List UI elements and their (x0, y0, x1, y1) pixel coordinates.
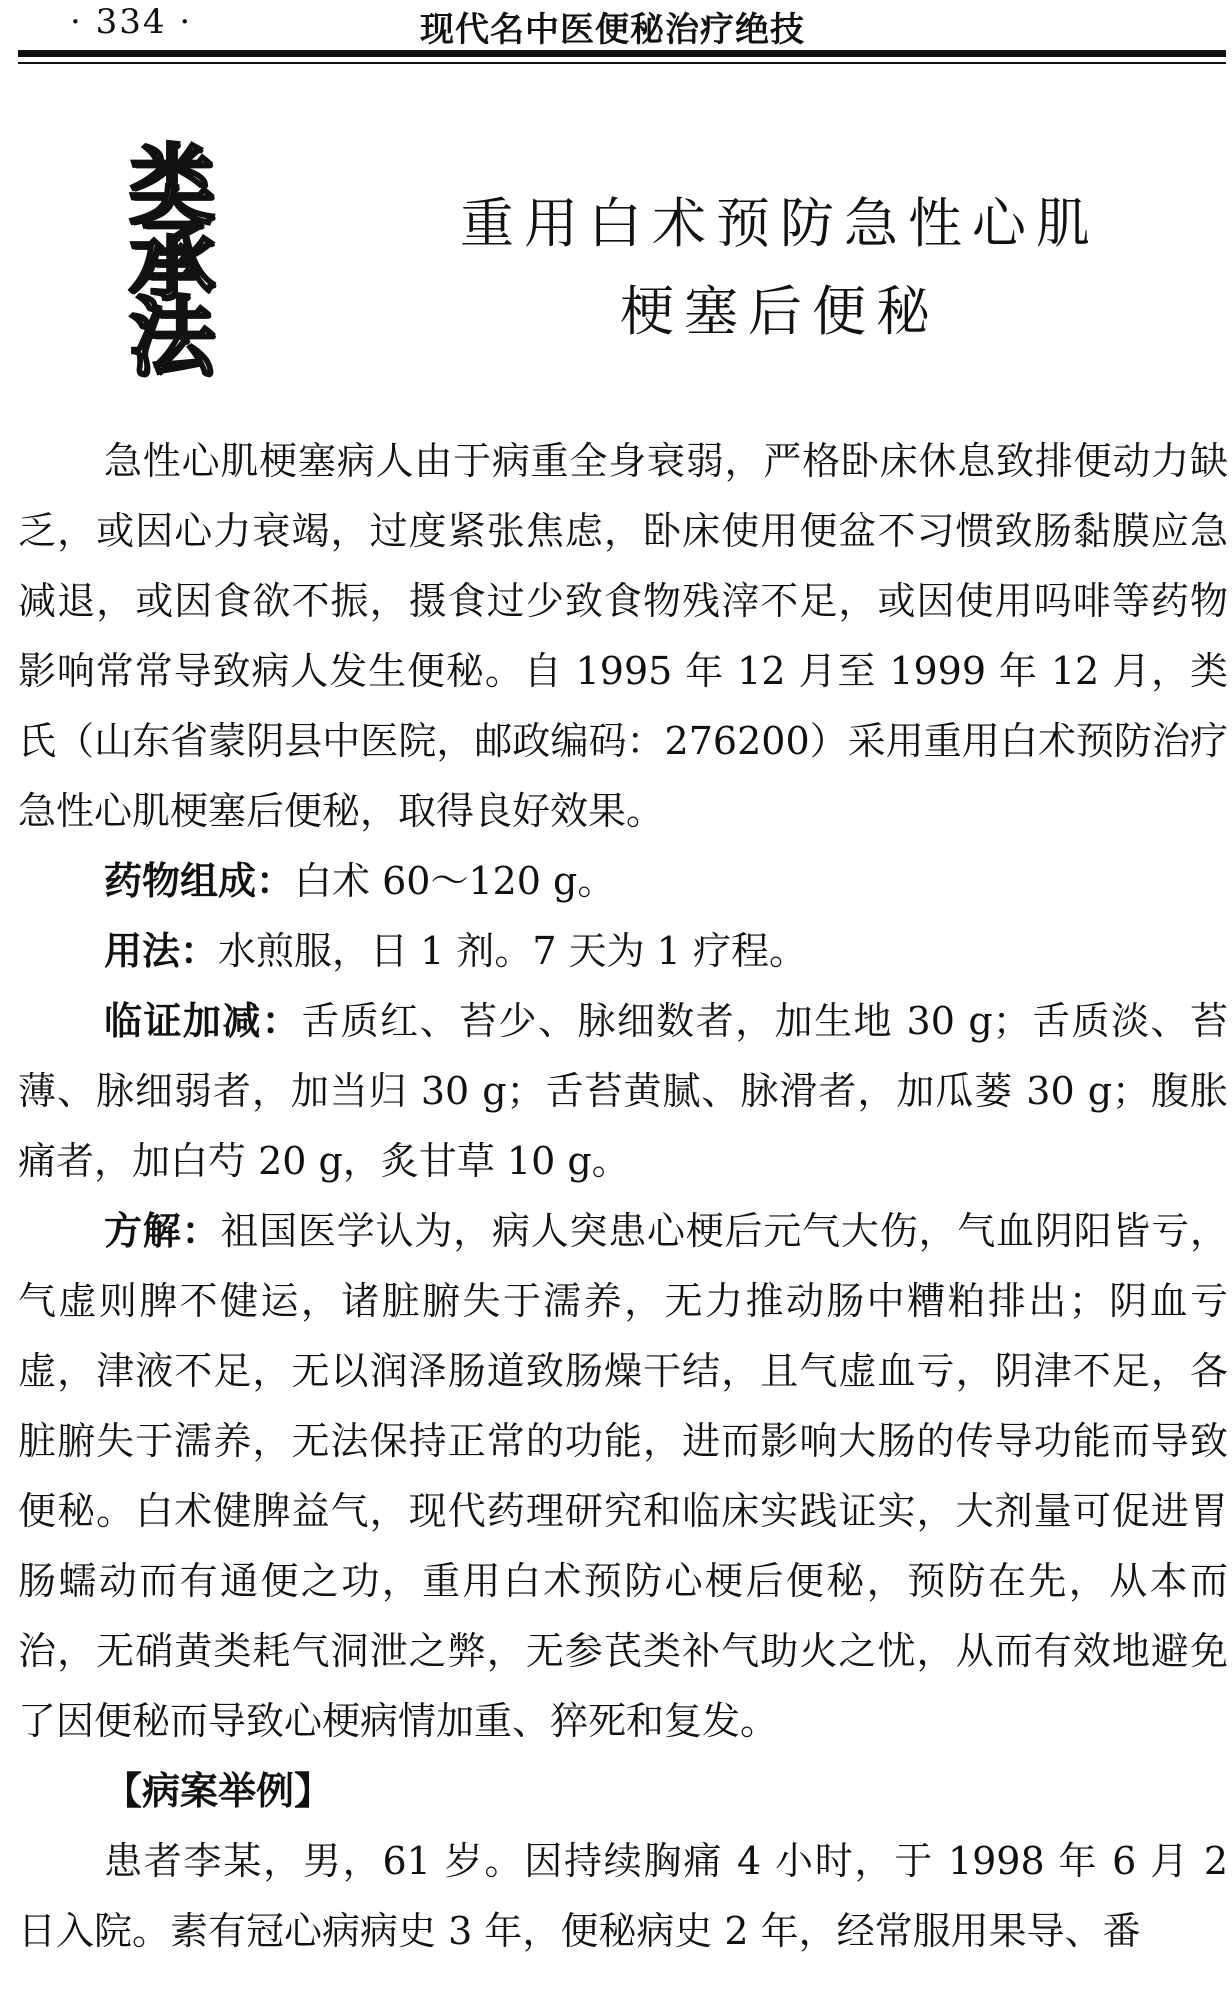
analysis-text: 祖国医学认为，病人突患心梗后元气大伤，气血阴阳皆亏，气虚则脾不健运，诸脏腑失于濡养，无力推动肠中糟粕排出；阴血亏虚，津液不足，无以润泽肠道致肠燥干结，且气虚血亏，阴津不足，各脏腑失于濡养，无法保持正常的功能，进而影响大肠的传导功能而导致便秘。白术健脾益气，现代药理研究和临床实践证实，大剂量可促进胃肠蠕动而有通便之功，重用白术预防心梗后便秘，预防在先，从本而治，无硝黄类耗气洞泄之弊，无参芪类补气助火之忧，从而有效地避免了因便秘而导致心梗病情加重、猝死和复发。 (18, 1209, 1228, 1743)
modification-label: 临证加减： (104, 999, 302, 1043)
composition-label: 药物组成： (104, 859, 295, 903)
page-number: · 334 · (70, 2, 193, 42)
modification-paragraph (18, 986, 1228, 1196)
usage-label: 用法： (104, 929, 219, 973)
case-heading: 【病案举例】 (104, 1769, 333, 1813)
author-char-3: 法 (129, 288, 215, 388)
article-title (420, 180, 1140, 356)
author-char-2: 承 (129, 212, 215, 312)
page-header (0, 0, 1232, 62)
book-title: 现代名中医便秘治疗绝技 (420, 10, 805, 50)
case-paragraph: 患者李某，男，61 岁。因持续胸痛 4 小时，于 1998 年 6 月 2 日入院。素有冠心病病史 3 年，便秘病史 2 年，经常服用果导、番 (18, 1839, 1228, 1953)
article-title-line-1: 重用白术预防急性心肌 (460, 192, 1100, 255)
composition-text: 白术 60～120 g。 (294, 859, 616, 903)
article-body (18, 426, 1228, 1966)
composition-paragraph (18, 846, 1228, 916)
modification-text: 舌质红、苔少、脉细数者，加生地 30 g；舌质淡、苔薄、脉细弱者，加当归 30 g；舌苔黄腻、脉滑者，加瓜蒌 30 g；腹胀痛者，加白芍 20 g，炙甘草 10 g。 (18, 999, 1228, 1183)
article-title-line-2: 梗塞后便秘 (620, 280, 940, 343)
author-char-1: 类 (129, 136, 215, 236)
usage-paragraph (18, 916, 1228, 986)
usage-text: 水煎服，日 1 剂。7 天为 1 疗程。 (218, 929, 807, 973)
header-rule-thick (18, 50, 1226, 57)
analysis-paragraph (18, 1196, 1228, 1756)
intro-paragraph: 急性心肌梗塞病人由于病重全身衰弱，严格卧床休息致排便动力缺乏，或因心力衰竭，过度紧张焦虑，卧床使用便盆不习惯致肠黏膜应急减退，或因食欲不振，摄食过少致食物残滓不足，或因使用吗啡等药物影响常常导致病人发生便秘。自 1995 年 12 月至 1999 年 12 月，类氏（山东省蒙阴县中医院，邮政编码：276200）采用重用白术预防治疗急性心肌梗塞后便秘，取得良好效果。 (18, 439, 1228, 833)
analysis-label: 方解： (104, 1209, 221, 1253)
header-rule-thin (18, 62, 1226, 64)
author-name (112, 136, 232, 388)
